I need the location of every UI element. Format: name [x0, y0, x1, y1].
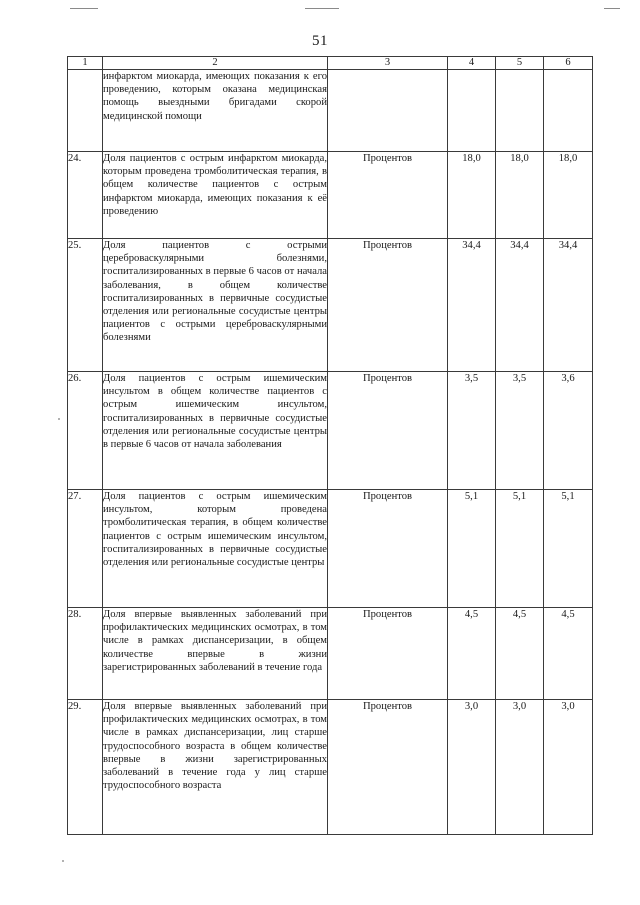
value-col-5: 18,0 — [496, 152, 544, 239]
value-col-5: 3,5 — [496, 372, 544, 490]
value-col-6: 4,5 — [544, 608, 593, 700]
value-col-5: 3,0 — [496, 700, 544, 835]
scan-speck — [58, 418, 60, 420]
row-number: 28. — [68, 608, 103, 700]
value-col-4: 34,4 — [448, 239, 496, 372]
table-row — [68, 152, 593, 239]
value-col-6: 3,0 — [544, 700, 593, 835]
header-col-2: 2 — [103, 57, 328, 70]
row-number: 27. — [68, 490, 103, 608]
value-col-4: 18,0 — [448, 152, 496, 239]
indicator-name: Доля пациентов с острыми цереброваскулярными болезнями, госпитализированных в первые 6 часов от начала заболевания, в общем количестве госпитализированных в первичные сосудистые отделения или региональные сосудистые центры пациентов с острыми цереброваскулярными болезнями — [103, 239, 328, 372]
unit-cell — [328, 70, 448, 152]
scan-mark — [70, 8, 98, 9]
unit-cell: Процентов — [328, 372, 448, 490]
indicator-name: инфарктом миокарда, имеющих показания к его проведению, которым оказана медицинская помощь выездными бригадами скорой медицинской помощи — [103, 70, 328, 152]
unit-cell: Процентов — [328, 490, 448, 608]
indicator-name: Доля пациентов с острым ишемическим инсультом, которым проведена тромболитическая терапия, в общем количестве пациентов с острым ишемическим инсультом, госпитализированных в первичные сосудистые отделения или региональные сосудистые центры — [103, 490, 328, 608]
value-col-4 — [448, 70, 496, 152]
value-col-6: 5,1 — [544, 490, 593, 608]
scan-mark — [604, 8, 620, 9]
value-col-4: 3,5 — [448, 372, 496, 490]
indicator-name: Доля впервые выявленных заболеваний при профилактических медицинских осмотрах, в том числе в рамках диспансеризации, лиц старше трудоспособного возраста в общем количестве впервые в жизни зарегистрированных заболеваний в течение года у лиц старше трудоспособного возраста — [103, 700, 328, 835]
value-col-6 — [544, 70, 593, 152]
value-col-6: 18,0 — [544, 152, 593, 239]
indicator-table — [67, 56, 593, 835]
header-col-4: 4 — [448, 57, 496, 70]
table-row — [68, 608, 593, 700]
table-row — [68, 700, 593, 835]
value-col-5: 5,1 — [496, 490, 544, 608]
table-row — [68, 490, 593, 608]
value-col-6: 34,4 — [544, 239, 593, 372]
table-row — [68, 372, 593, 490]
row-number — [68, 70, 103, 152]
unit-cell: Процентов — [328, 152, 448, 239]
value-col-4: 3,0 — [448, 700, 496, 835]
value-col-5: 34,4 — [496, 239, 544, 372]
unit-cell: Процентов — [328, 700, 448, 835]
unit-cell: Процентов — [328, 239, 448, 372]
indicator-name: Доля пациентов с острым инфарктом миокарда, которым проведена тромболитическая терапия, в общем количестве пациентов с острым инфарктом миокарда, имеющих показания к её проведению — [103, 152, 328, 239]
indicator-name: Доля пациентов с острым ишемическим инсультом в общем количестве пациентов с острым ишемическим инсультом, госпитализированных в первичные сосудистые отделения или региональные сосудистые центры в первые 6 часов от начала заболевания — [103, 372, 328, 490]
header-col-6: 6 — [544, 57, 593, 70]
row-number: 25. — [68, 239, 103, 372]
value-col-4: 4,5 — [448, 608, 496, 700]
scan-mark — [305, 8, 339, 9]
header-col-3: 3 — [328, 57, 448, 70]
scan-speck — [62, 860, 64, 862]
value-col-5 — [496, 70, 544, 152]
table-row — [68, 70, 593, 152]
unit-cell: Процентов — [328, 608, 448, 700]
header-col-1: 1 — [68, 57, 103, 70]
value-col-5: 4,5 — [496, 608, 544, 700]
row-number: 26. — [68, 372, 103, 490]
page-number: 51 — [312, 33, 328, 49]
value-col-6: 3,6 — [544, 372, 593, 490]
table-header-row — [68, 57, 593, 70]
row-number: 29. — [68, 700, 103, 835]
indicator-name: Доля впервые выявленных заболеваний при профилактических медицинских осмотрах, в том числе в рамках диспансеризации, в общем количестве впервые в жизни зарегистрированных заболеваний в течение года — [103, 608, 328, 700]
table-row — [68, 239, 593, 372]
row-number: 24. — [68, 152, 103, 239]
header-col-5: 5 — [496, 57, 544, 70]
value-col-4: 5,1 — [448, 490, 496, 608]
